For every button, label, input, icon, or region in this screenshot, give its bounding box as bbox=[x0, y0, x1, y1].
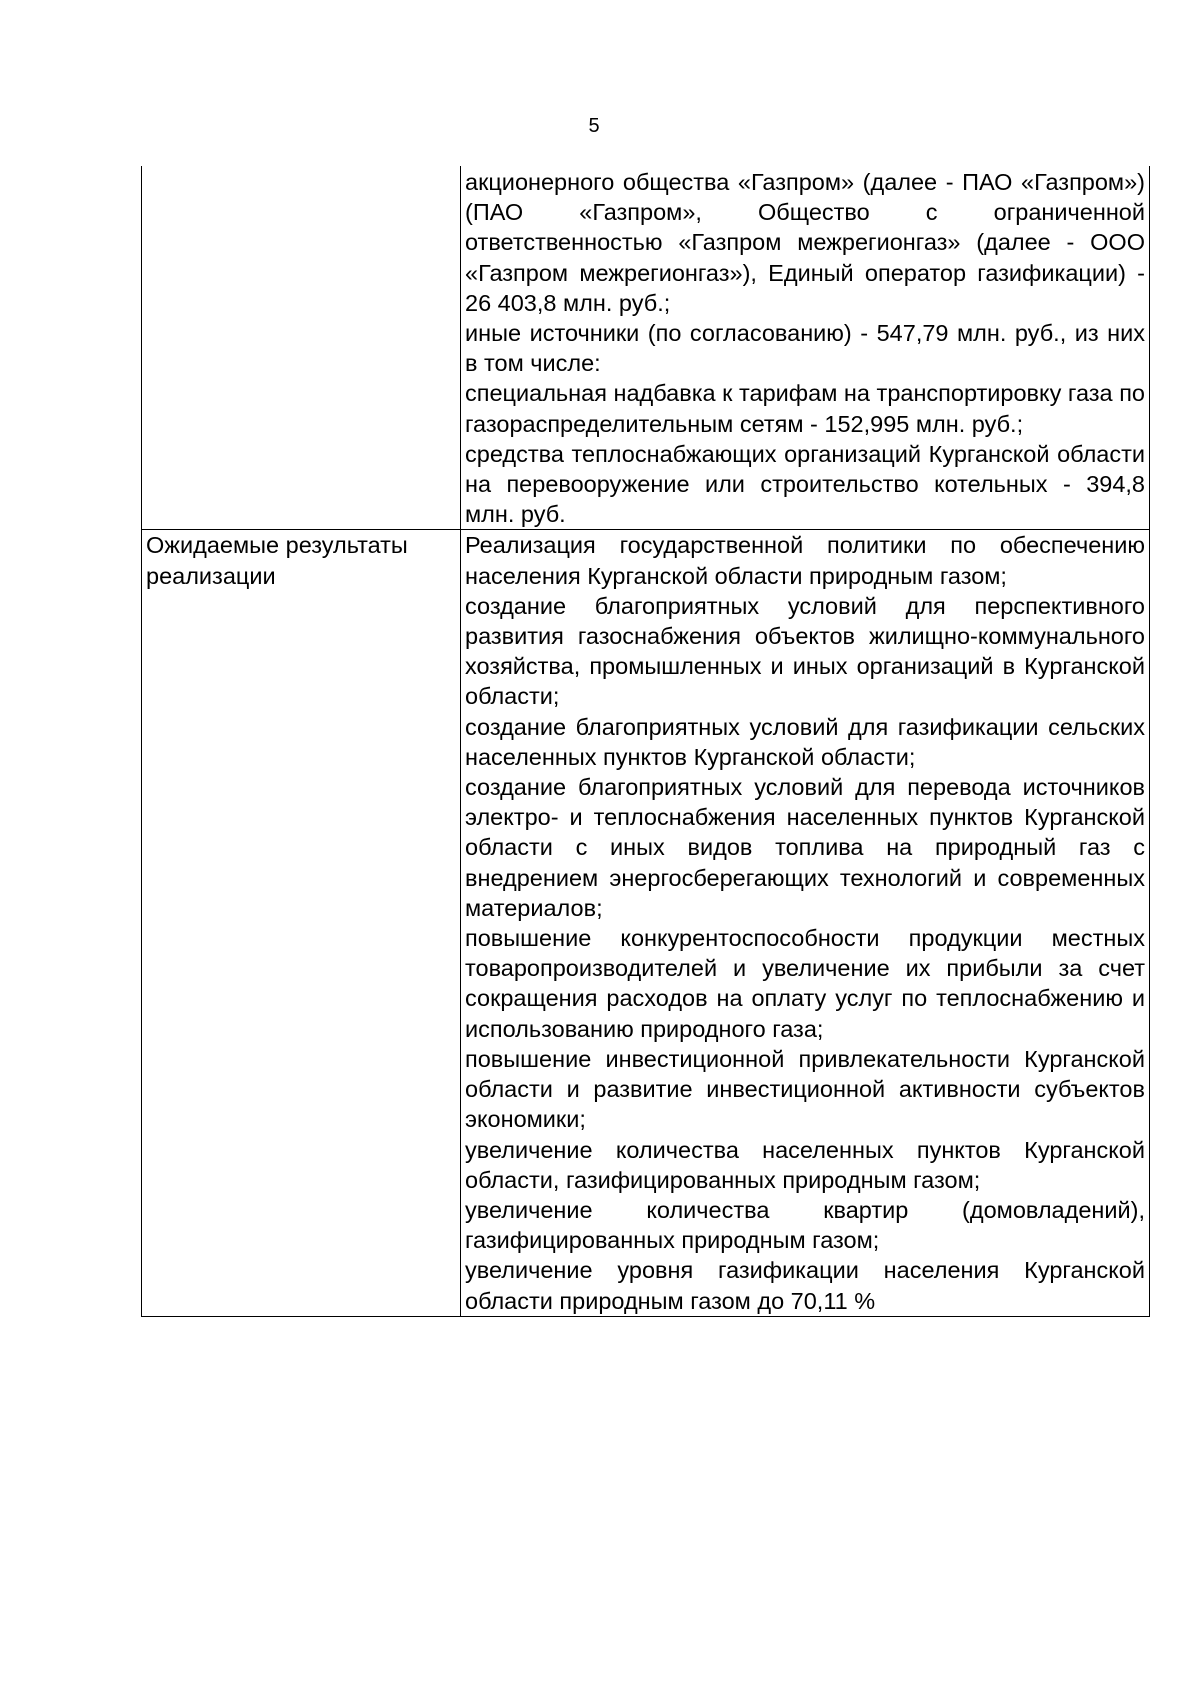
content-paragraph: увеличение уровня газификации населения Курганской области природным газом до 70,11 % bbox=[465, 1257, 1145, 1314]
row-label-cell bbox=[142, 530, 461, 1316]
content-paragraph: иные источники (по согласованию) - 547,79 млн. руб., из них в том числе: bbox=[465, 320, 1145, 377]
content-paragraph: акционерного общества «Газпром» (далее - ПАО «Газпром») (ПАО «Газпром», Общество с ограниченной ответственностью «Газпром межрегионгаз» (далее - ООО «Газпром межрегионгаз»), Единый оператор газификации) - 26 403,8 млн. руб.; bbox=[465, 169, 1145, 316]
page-number: 5 bbox=[588, 115, 600, 137]
row-label: Ожидаемые результаты реализации bbox=[146, 532, 408, 589]
content-paragraph: создание благоприятных условий для перевода источников электро- и теплоснабжения населенных пунктов Курганской области с иных видов топлива на природный газ с внедрением энергосберегающих технологий и современных материалов; bbox=[465, 774, 1145, 921]
passport-table bbox=[141, 166, 1150, 1317]
content-paragraph: увеличение количества населенных пунктов Курганской области, газифицированных природным газом; bbox=[465, 1136, 1145, 1193]
content-paragraph: Реализация государственной политики по обеспечению населения Курганской области природным газом; bbox=[465, 532, 1145, 589]
content-paragraph: повышение конкурентоспособности продукции местных товаропроизводителей и увеличение их прибыли за счет сокращения расходов на оплату услуг по теплоснабжению и использованию природного газа; bbox=[465, 925, 1145, 1042]
content-paragraph: создание благоприятных условий для перспективного развития газоснабжения объектов жилищно-коммунального хозяйства, промышленных и иных организаций в Курганской области; bbox=[465, 592, 1145, 710]
table-row-financing bbox=[142, 166, 1150, 530]
content-paragraph: создание благоприятных условий для газификации сельских населенных пунктов Курганской области; bbox=[465, 713, 1145, 770]
table-row-expected-results bbox=[142, 530, 1150, 1316]
content-paragraph: повышение инвестиционной привлекательности Курганской области и развитие инвестиционной активности субъектов экономики; bbox=[465, 1045, 1145, 1133]
content-paragraph: увеличение количества квартир (домовладений), газифицированных природным газом; bbox=[465, 1196, 1145, 1254]
content-paragraph: средства теплоснабжающих организаций Курганской области на перевооружение или строительство котельных - 394,8 млн. руб. bbox=[465, 440, 1145, 528]
row-content-cell bbox=[461, 166, 1150, 530]
row-content-cell bbox=[461, 530, 1150, 1316]
content-paragraph: специальная надбавка к тарифам на транспортировку газа по газораспределительным сетям - 152,995 млн. руб.; bbox=[465, 380, 1145, 437]
row-label-cell bbox=[142, 166, 461, 530]
